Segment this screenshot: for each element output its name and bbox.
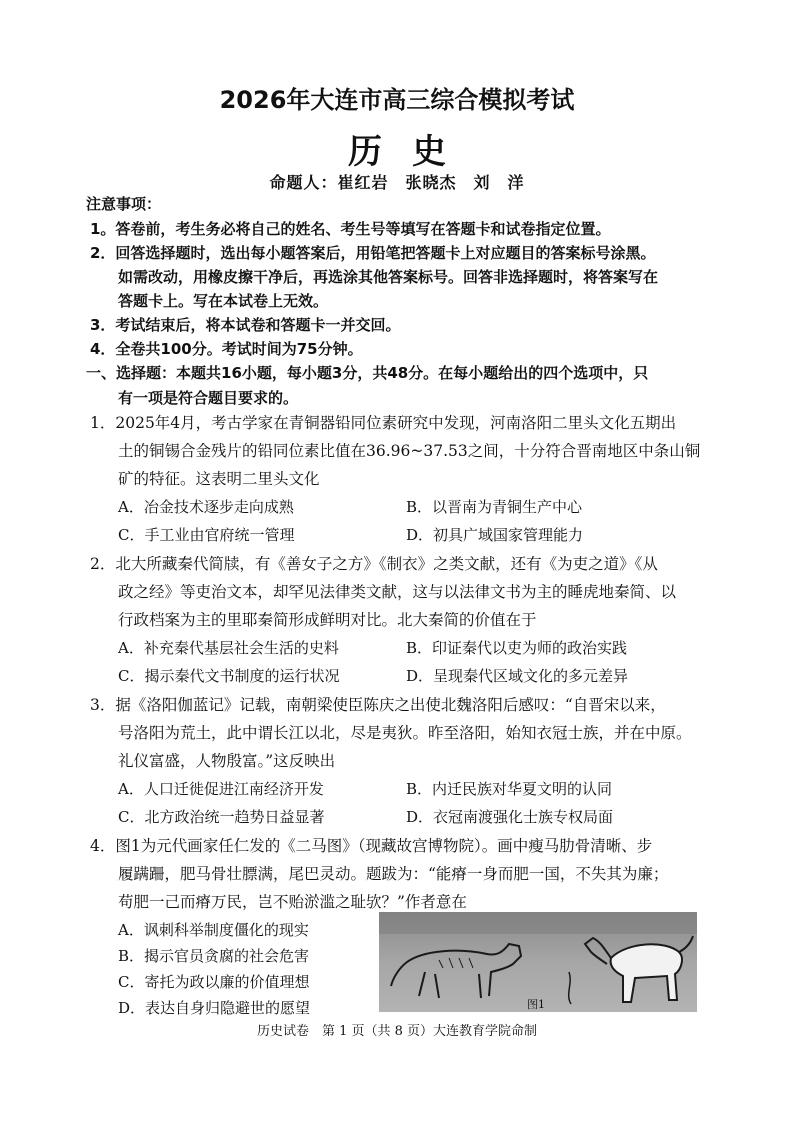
question-3-option-c: C．北方政治统一趋势日益显著 (118, 808, 325, 826)
section-heading: 一、选择题：本题共16小题，每小题3分，共48分。在每小题给出的四个选项中，只 (86, 364, 649, 382)
question-2-line: 政之经》等吏治文本，却罕见法律类文献，这与以法律文书为主的睡虎地秦简、以 (118, 583, 677, 601)
figure-two-horses-painting (379, 912, 697, 1012)
question-4-line: 苟肥一己而瘠万民，岂不贻淤滥之耻欤？”作者意在 (118, 893, 467, 911)
question-1-option-c: C．手工业由官府统一管理 (118, 526, 295, 544)
question-4-option-b: B．揭示官员贪腐的社会危害 (118, 947, 310, 965)
notice-item: 2．回答选择题时，选出每小题答案后，用铅笔把答题卡上对应题目的答案标号涂黑。 (90, 244, 656, 262)
question-1-line: 1．2025年4月，考古学家在青铜器铅同位素研究中发现，河南洛阳二里头文化五期出 (90, 414, 677, 432)
question-4-line: 4．图1为元代画家任仁发的《二马图》（现藏故宫博物院）。画中瘦马肋骨清晰、步 (90, 837, 653, 855)
question-1-option-b: B．以晋南为青铜生产中心 (406, 498, 583, 516)
section-heading-cont: 有一项是符合题目要求的。 (118, 389, 299, 407)
notice-item: 3．考试结束后，将本试卷和答题卡一并交回。 (90, 316, 401, 334)
question-4-option-a: A．讽刺科举制度僵化的现实 (118, 921, 309, 939)
notice-item: 1。答卷前，考生务必将自己的姓名、考生号等填写在答题卡和试卷指定位置。 (90, 220, 611, 238)
question-4-line: 履蹒跚，肥马骨壮膘满，尾巴灵动。题跋为：“能瘠一身而肥一国，不失其为廉； (118, 865, 669, 883)
question-1-line: 矿的特征。这表明二里头文化 (118, 470, 320, 488)
question-2-option-d: D．呈现秦代区域文化的多元差异 (406, 667, 629, 685)
question-2-option-c: C．揭示秦代文书制度的运行状况 (118, 667, 340, 685)
question-3-line: 3．据《洛阳伽蓝记》记载，南朝梁使臣陈庆之出使北魏洛阳后感叹：“自晋宋以来， (90, 696, 666, 714)
question-4-option-d: D．表达自身归隐避世的愿望 (118, 999, 311, 1017)
question-3-option-b: B．内迁民族对华夏文明的认同 (406, 780, 613, 798)
question-1-option-d: D．初具广域国家管理能力 (406, 526, 584, 544)
question-4-option-c: C．寄托为政以廉的价值理想 (118, 973, 310, 991)
question-3-option-d: D．衣冠南渡强化士族专权局面 (406, 808, 614, 826)
question-2-line: 2．北大所藏秦代简牍，有《善女子之方》《制衣》之类文献，还有《为吏之道》《从 (90, 555, 658, 573)
question-2-line: 行政档案为主的里耶秦简形成鲜明对比。北大秦简的价值在于 (118, 611, 537, 629)
question-2-option-a: A．补充秦代基层社会生活的史料 (118, 639, 339, 657)
question-1-line: 土的铜锡合金残片的铅同位素比值在36.96~37.53之间，十分符合晋南地区中条山铜 (118, 442, 701, 460)
exam-title: 2026年大连市高三综合模拟考试 (219, 86, 575, 114)
figure-label: 图1 (527, 998, 545, 1011)
question-1-option-a: A．冶金技术逐步走向成熟 (118, 498, 294, 516)
question-3-line: 号洛阳为荒土，此中谓长江以北，尽是夷狄。昨至洛阳，始知衣冠士族，并在中原。 (118, 724, 692, 742)
question-3-option-a: A．人口迁徙促进江南经济开发 (118, 780, 324, 798)
notice-item: 4．全卷共100分。考试时间为75分钟。 (90, 340, 363, 358)
question-2-option-b: B．印证秦代以吏为师的政治实践 (406, 639, 628, 657)
page-footer: 历史试卷 第 1 页（共 8 页）大连教育学院命制 (256, 1024, 538, 1039)
notice-item: 答题卡上。写在本试卷上无效。 (118, 292, 329, 310)
subject-title: 历史 (348, 132, 476, 172)
authors-line: 命题人：崔红岩 张晓杰 刘 洋 (269, 173, 525, 192)
notice-heading: 注意事项： (86, 195, 162, 213)
question-3-line: 礼仪富盛，人物殷富。”这反映出 (118, 752, 336, 770)
notice-item: 如需改动，用橡皮擦干净后，再选涂其他答案标号。回答非选择题时，将答案写在 (118, 268, 659, 286)
